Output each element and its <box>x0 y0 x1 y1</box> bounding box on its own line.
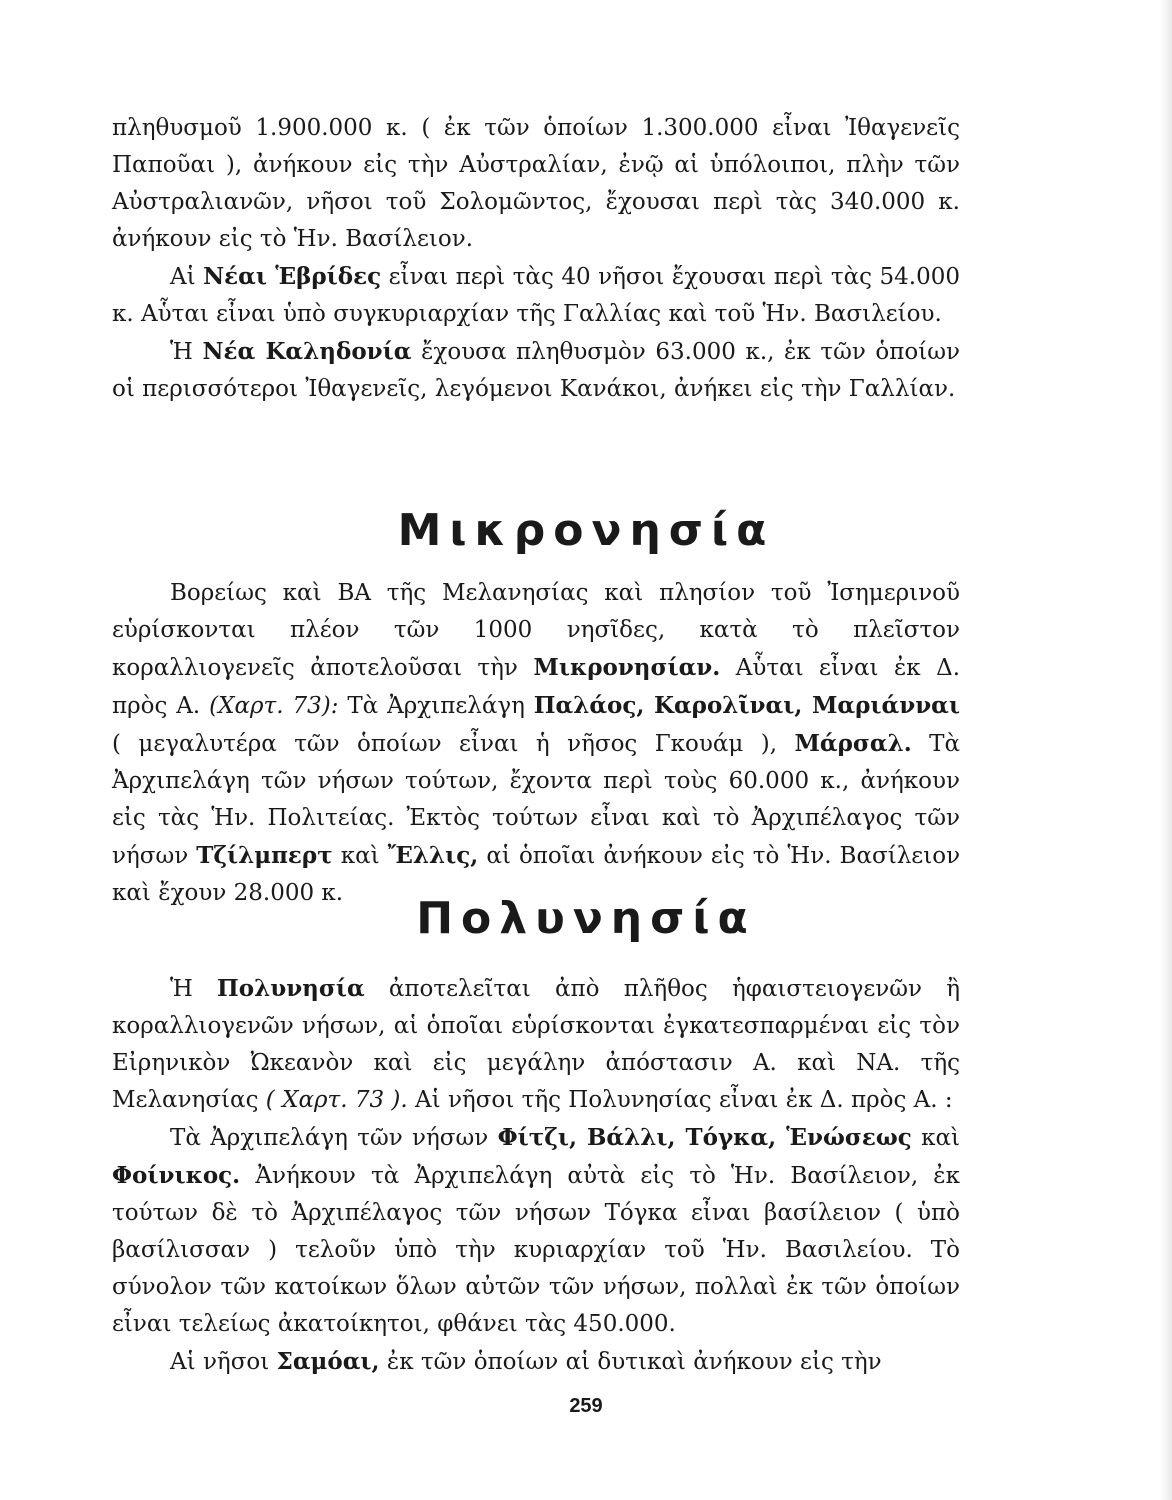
text-block-melanesia <box>112 110 960 408</box>
term-new-caledonia: Νέα Καληδονία <box>202 338 412 365</box>
paragraph-samoa: Αἱ νῆσοι Σαμόαι, ἐκ τῶν ὁποίων αἱ δυτικαὶ ἀνήκουν εἰς τὴν <box>170 1348 882 1375</box>
paragraph-micronesia: Βορείως καὶ ΒΑ τῆς Μελανησίας καὶ πλησίον τοῦ Ἰσημερινοῦ εὑρίσκονται πλέον τῶν 1000 νησῖδες, κατὰ τὸ πλεῖστον κοραλλιογενεῖς ἀποτελοῦσαι τὴν Μικρονησίαν. Αὗται εἶναι ἐκ Δ. πρὸς Α. (Χαρτ. 73): Τὰ Ἀρχιπελάγη Παλάος, Καρολῖναι, Μαριάνναι ( μεγαλυτέρα τῶν ὁποίων εἶναι ἡ νῆσος Γκουάμ ), Μάρσαλ. Τὰ Ἀρχιπελάγη τῶν νήσων τούτων, ἔχοντα περὶ τοὺς 60.000 κ., ἀνήκουν εἰς τὰς Ἡν. Πολιτείας. Ἐκτὸς τούτων εἶναι καὶ τὸ Ἀρχιπέλαγος τῶν νήσων Τζίλμπερτ καὶ Ἔλλις, αἱ ὁποῖαι ἀνήκουν εἰς τὸ Ἡν. Βασίλειον καὶ ἔχουν 28.000 κ. <box>112 580 961 906</box>
page-edge-shadow <box>1160 0 1172 1500</box>
heading-polynesia: Πολυνησία <box>416 893 756 944</box>
term-new-hebrides: Νέαι Ἑβρίδες <box>203 263 382 290</box>
paragraph-new-hebrides: Αἱ Νέαι Ἑβρίδες εἶναι περὶ τὰς 40 νῆσοι ἔχουσαι περὶ τὰς 54.000 κ. Αὗται εἶναι ὑπὸ συγκυριαρχίαν τῆς Γαλλίας καὶ τοῦ Ἡν. Βασιλείου. <box>112 263 960 327</box>
heading-micronesia: Μικρονησία <box>397 505 775 556</box>
text-block-micronesia <box>112 575 960 912</box>
paragraph-archipelagos: Τὰ Ἀρχιπελάγη τῶν νήσων Φίτζι, Βάλλι, Τόγκα, Ἑνώσεως καὶ Φοίνικος. Ἀνήκουν τὰ Ἀρχιπελάγη αὐτὰ εἰς τὸ Ἡν. Βασίλειον, ἐκ τούτων δὲ τὸ Ἀρχιπέλαγος τῶν νήσων Τόγκα εἶναι βασίλειον ( ὑπὸ βασίλισσαν ) τελοῦν ὑπὸ τὴν κυριαρχίαν τοῦ Ἡν. Βασιλείου. Τὸ σύνολον τῶν κατοίκων ὅλων αὐτῶν τῶν νήσων, πολλαὶ ἐκ τῶν ὁποίων εἶναι τελείως ἀκατοίκητοι, φθάνει τὰς 450.000. <box>112 1124 961 1337</box>
paragraph-polynesia-intro: Ἡ Πολυνησία ἀποτελεῖται ἀπὸ πλῆθος ἡφαιστειογενῶν ἢ κοραλλιογενῶν νήσων, αἱ ὁποῖαι εὑρίσκονται ἐγκατεσπαρμέναι εἰς τὸν Εἰρηνικὸν Ὠκεανὸν καὶ εἰς μεγάλην ἀπόστασιν Α. καὶ ΝΑ. τῆς Μελανησίας ( Χαρτ. 73 ). Αἱ νῆσοι τῆς Πολυνησίας εἶναι ἐκ Δ. πρὸς Α. : <box>112 975 961 1113</box>
map-reference: ( Χαρτ. 73 ). <box>265 1087 408 1113</box>
text-block-polynesia <box>112 970 960 1381</box>
paragraph-new-caledonia: Ἡ Νέα Καληδονία ἔχουσα πληθυσμὸν 63.000 κ., ἐκ τῶν ὁποίων οἱ περισσότεροι Ἰθαγενεῖς, λεγόμενοι Κανάκοι, ἀνήκει εἰς τὴν Γαλλίαν. <box>112 338 960 402</box>
map-reference: (Χαρτ. 73): <box>209 693 339 719</box>
page-number: 259 <box>569 1395 603 1417</box>
paragraph-population: πληθυσμοῦ 1.900.000 κ. ( ἐκ τῶν ὁποίων 1.300.000 εἶναι Ἰθαγενεῖς Παποῦαι ), ἀνήκουν εἰς τὴν Αὐστραλίαν, ἐνῷ αἱ ὑπόλοιποι, πλὴν τῶν Αὐστραλιανῶν, νῆσοι τοῦ Σολομῶντος, ἔχουσαι περὶ τὰς 340.000 κ. ἀνήκουν εἰς τὸ Ἡν. Βασίλειον. <box>112 115 960 252</box>
